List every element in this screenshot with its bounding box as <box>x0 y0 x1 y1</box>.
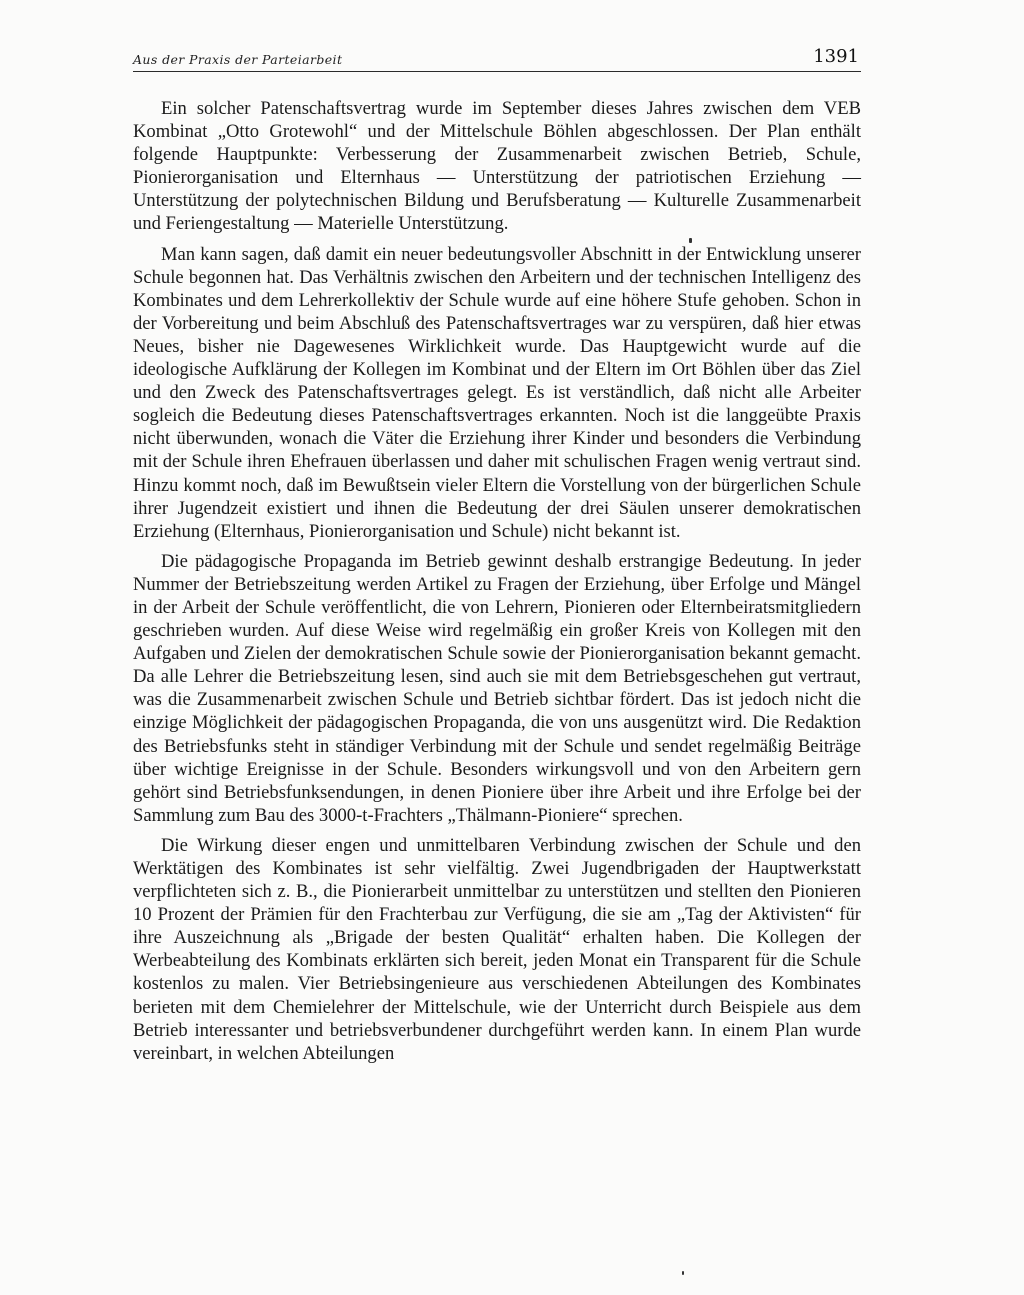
paragraph: Die Wirkung dieser engen und unmittelbaren Verbindung zwischen der Schule und den Werktätigen des Kombinates ist sehr vielfältig. Zwei Jugendbrigaden der Hauptwerkstatt verpflichteten sich z. B., die Pionierarbeit unmittelbar zu unterstützen und stellten den Pionieren 10 Prozent der Prämien für den Frachterbau zur Verfügung, die sie am „Tag der Aktivisten“ für ihre Auszeichnung als „Brigade der besten Qualität“ erhalten haben. Die Kollegen der Werbeabteilung des Kombinats erklärten sich bereit, jeden Monat ein Transparent für die Schule kostenlos zu malen. Vier Betriebsingenieure aus verschiedenen Abteilungen des Kombinates berieten mit dem Chemielehrer der Mittelschule, wie der Unterricht durch Beispiele aus dem Betrieb interessanter und betriebsverbundener durchgeführt werden kann. In einem Plan wurde vereinbart, in welchen Abteilungen <box>133 834 861 1064</box>
body-text <box>133 97 861 1072</box>
print-speck <box>689 238 692 243</box>
paragraph: Ein solcher Patenschaftsvertrag wurde im September dieses Jahres zwischen dem VEB Kombinat „Otto Grotewohl“ und der Mittelschule Böhlen abgeschlossen. Der Plan enthält folgende Hauptpunkte: Verbesserung der Zusammenarbeit zwischen Betrieb, Schule, Pionierorganisation und Elternhaus — Unterstützung der patriotischen Erziehung — Unterstützung der polytechnischen Bildung und Berufsberatung — Kulturelle Zusammenarbeit und Feriengestaltung — Materielle Unterstützung. <box>133 98 861 235</box>
running-head: Aus der Praxis der Parteiarbeit <box>133 52 343 67</box>
print-speck <box>682 1271 684 1275</box>
paragraph: Die pädagogische Propaganda im Betrieb gewinnt deshalb erstrangige Bedeutung. In jeder Nummer der Betriebszeitung werden Artikel zu Fragen der Erziehung, über Erfolge und Mängel in der Arbeit der Schule veröffentlicht, die von Lehrern, Pionieren oder Elternbeiratsmitgliedern geschrieben wurden. Auf diese Weise wird regelmäßig ein großer Kreis von Kollegen mit den Aufgaben und Zielen der demokratischen Schule sowie der Pionierorganisation bekannt gemacht. Da alle Lehrer die Betriebszeitung lesen, sind auch sie mit dem Betriebsgeschehen gut vertraut, was die Zusammenarbeit zwischen Schule und Betrieb sichtbar fördert. Das ist jedoch nicht die einzige Möglichkeit der pädagogischen Propaganda, die von uns ausgenützt wird. Die Redaktion des Betriebsfunks steht in ständiger Verbindung mit der Schule und sendet regelmäßig Beiträge über wichtige Ereignisse in der Schule. Besonders wirkungsvoll und von den Arbeitern gern gehört sind Betriebsfunksendungen, in denen Pioniere über ihre Arbeit und ihre Erfolge bei der Sammlung zum Bau des 3000-t-Frachters „Thälmann-Pioniere“ sprechen. <box>133 550 861 826</box>
page-header <box>133 46 861 72</box>
header-rule <box>133 71 861 72</box>
page-number: 1391 <box>813 46 859 67</box>
paragraph: Man kann sagen, daß damit ein neuer bedeutungsvoller Abschnitt in der Entwicklung unserer Schule begonnen hat. Das Verhältnis zwischen den Arbeitern und der technischen Intelligenz des Kombinates und dem Lehrerkollektiv der Schule wurde auf eine höhere Stufe gehoben. Schon in der Vorbereitung und beim Abschluß des Patenschaftsvertrages war zu verspüren, daß hier etwas Neues, bisher nie Dagewesenes Wirklichkeit wurde. Das Hauptgewicht wurde auf die ideologische Aufklärung der Kollegen im Kombinat und der Eltern im Ort Böhlen über das Ziel und den Zweck des Patenschaftsvertrages gelegt. Es ist verständlich, daß nicht alle Arbeiter sogleich die Bedeutung dieses Patenschaftsvertrages erkannten. Noch ist die langgeübte Praxis nicht überwunden, wonach die Väter die Erziehung ihrer Kinder und besonders die Verbindung mit der Schule ihren Ehefrauen überlassen und daher mit schulischen Fragen wenig vertraut sind. Hinzu kommt noch, daß im Bewußtsein vieler Eltern die Vorstellung von der bürgerlichen Schule ihrer Jugendzeit existiert und ihnen die Bedeutung der drei Säulen unserer demokratischen Erziehung (Elternhaus, Pionierorganisation und Schule) nicht bekannt ist. <box>133 243 861 542</box>
